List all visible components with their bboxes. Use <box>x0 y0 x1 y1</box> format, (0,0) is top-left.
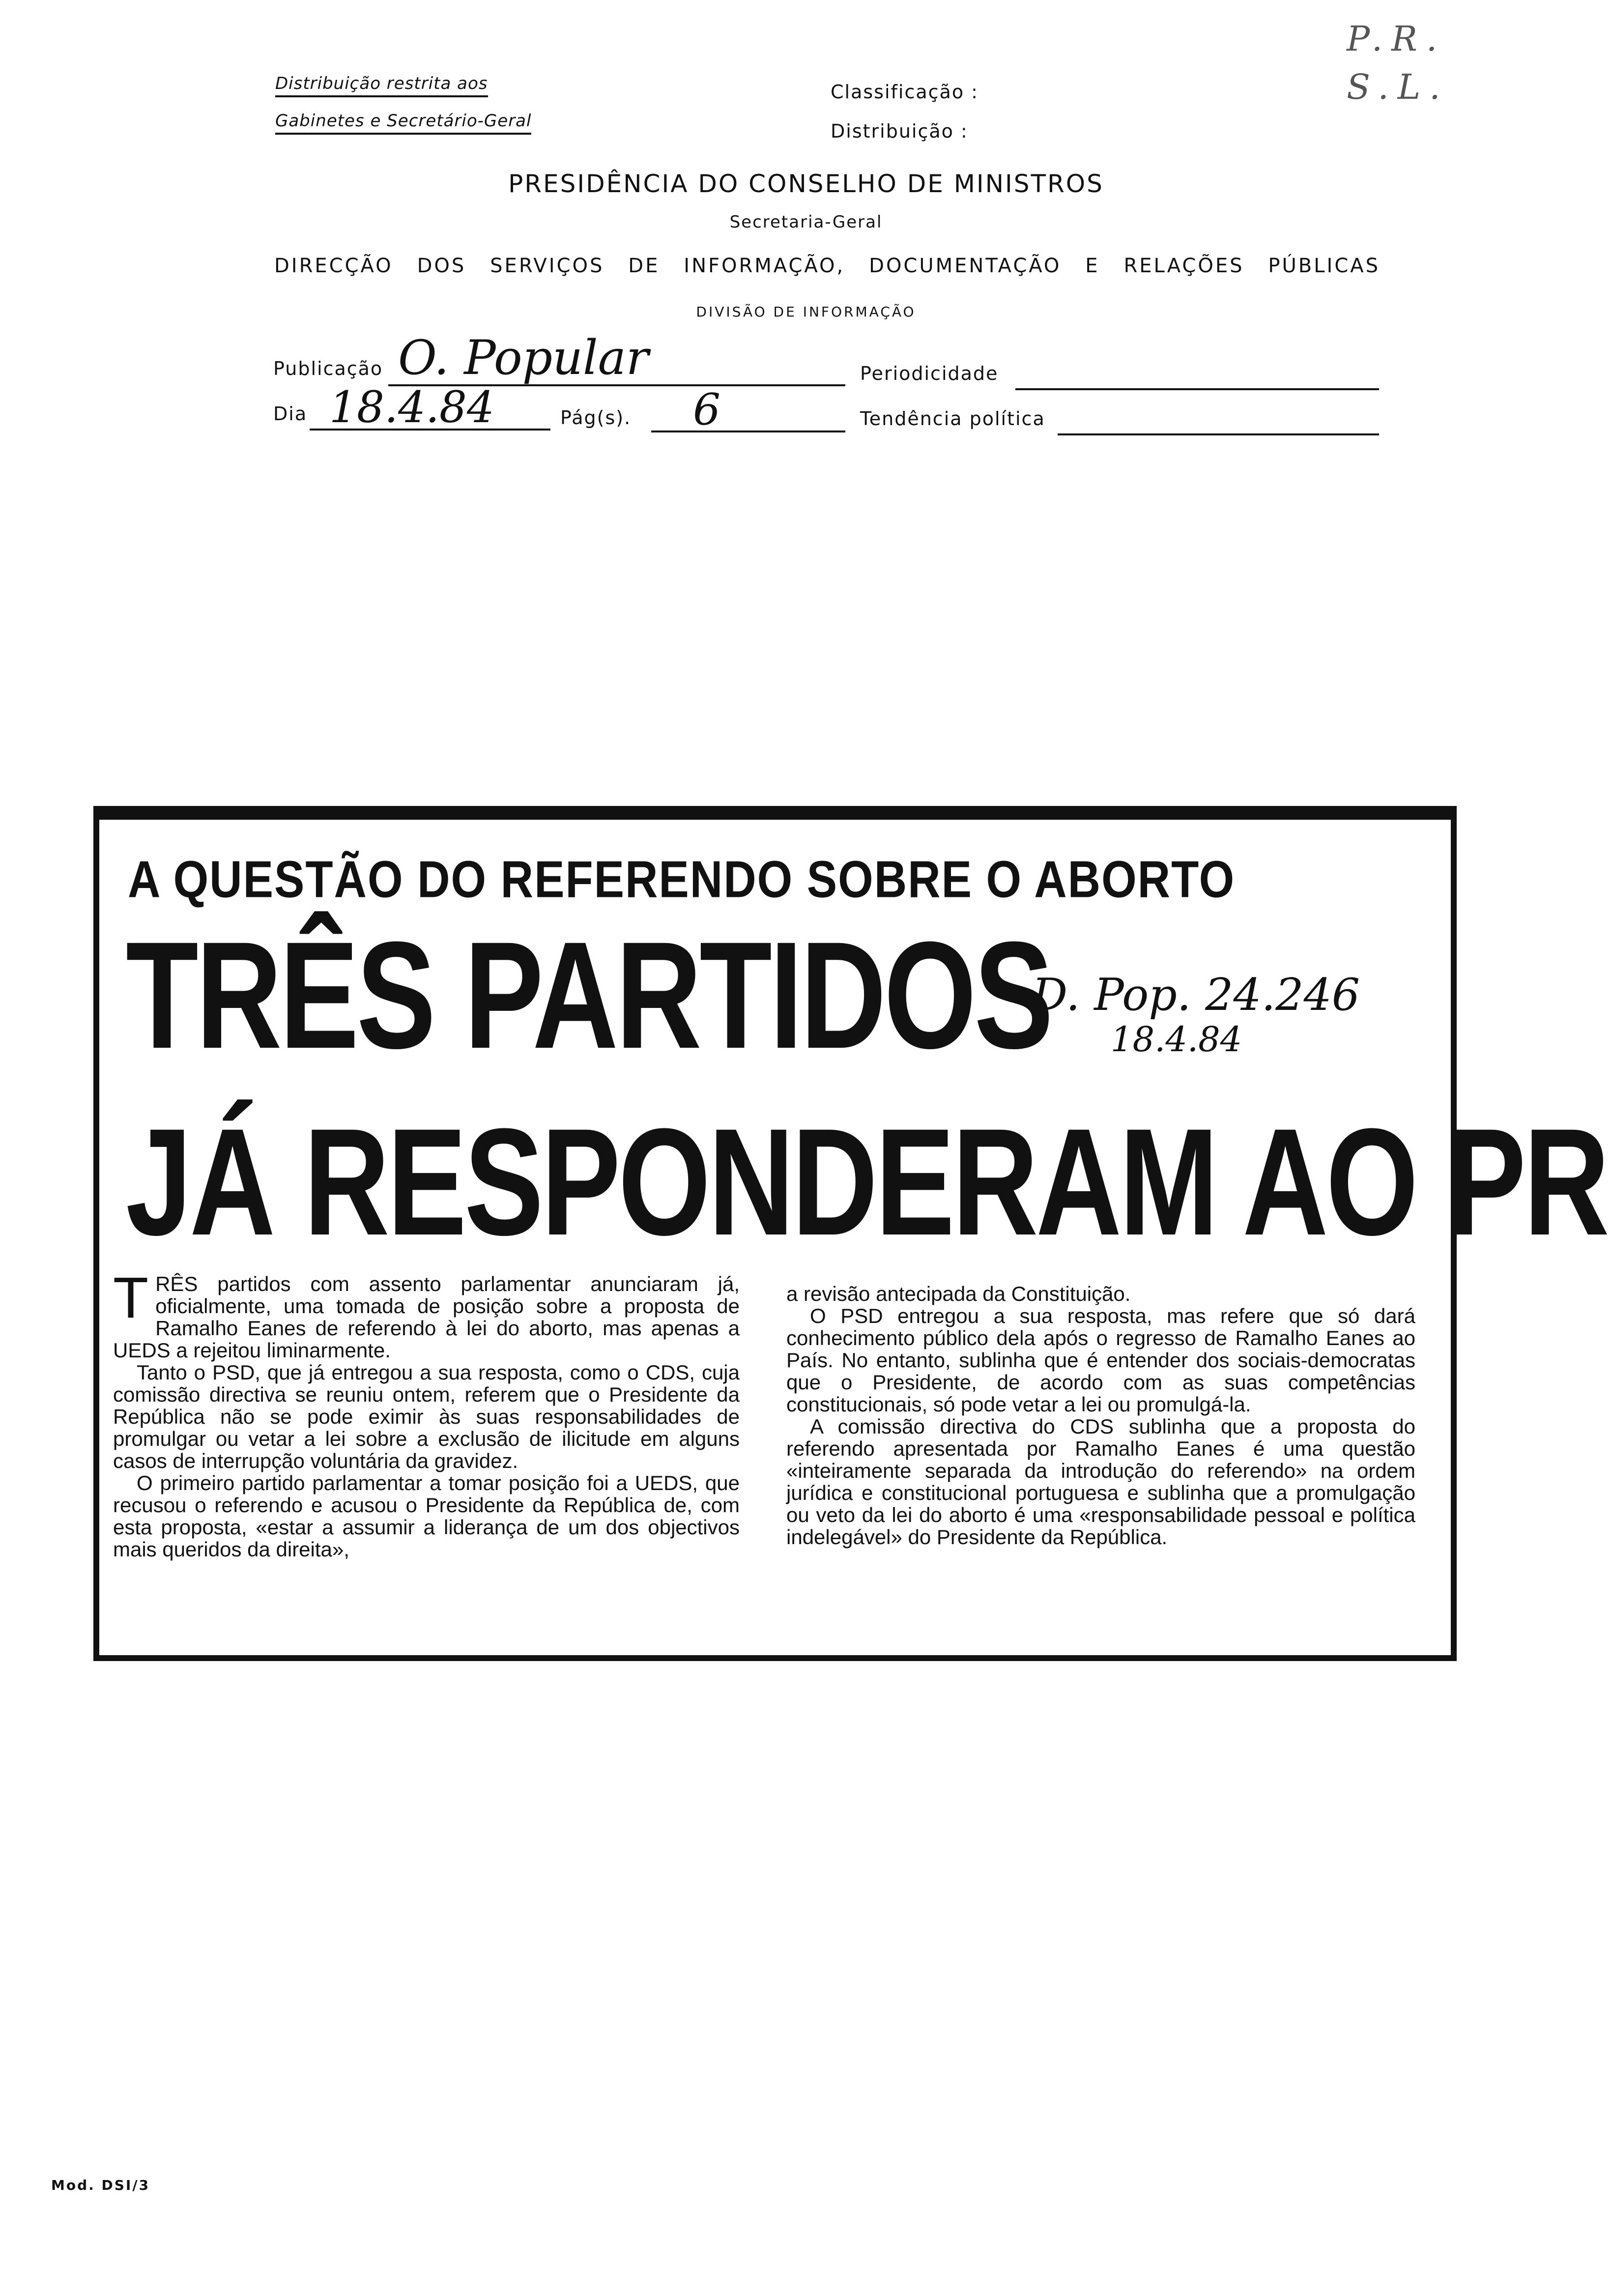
col1-paragraph-2: Tanto o PSD, que já entregou a sua resposta, como o CDS, cuja comissão directiva se reuniu ontem, referem que o Presidente da República não se pode eximir às suas responsabilidades de promulgar ou vetar a lei sobre a exclusão de ilicitude em alguns casos de interrupção voluntária da gravidez. <box>113 1361 740 1472</box>
periodicity-label: Periodicidade <box>860 363 999 384</box>
distribution-line-2: Gabinetes e Secretário-Geral <box>275 111 531 135</box>
annotation-reference: D. Pop. 24.246 <box>1032 969 1360 1021</box>
day-value: 18.4.84 <box>329 382 494 432</box>
annotation-date: 18.4.84 <box>1111 1019 1242 1060</box>
col2-paragraph-2: O PSD entregou a sua resposta, mas refere que só dará conhecimento público dela após o regresso de Ramalho Eanes ao País. No entanto, sublinha que é entender dos sociais-democratas que o Presidente, de acordo com as suas competências constitucionais, só pode vetar a lei ou promulgá-la. <box>786 1304 1415 1416</box>
col2-paragraph-1: a revisão antecipada da Constituição. <box>786 1282 1131 1305</box>
periodicity-line <box>1015 388 1379 390</box>
corner-handwritten-marks: P.R. S.L. <box>1347 19 1449 107</box>
day-label: Dia <box>273 403 308 425</box>
page-line <box>651 430 845 432</box>
distribution-label: Distribuição : <box>831 120 968 142</box>
org-subtitle: Secretaria-Geral <box>729 212 883 232</box>
direction-title: DIRECÇÃO DOS SERVIÇOS DE INFORMAÇÃO, DOCUMENTAÇÃO E RELAÇÕES PÚBLICAS <box>274 255 1380 277</box>
distribution-restriction <box>275 74 531 135</box>
article-column-2 <box>786 1283 1415 1548</box>
tendency-label: Tendência política <box>860 408 1045 430</box>
col1-paragraph-1: RÊS partidos com assento parlamentar anunciaram já, oficialmente, uma tomada de posição sobre a proposta de Ramalho Eanes de referendo à lei do aborto, mas apenas a UEDS a rejeitou liminarmente. <box>113 1272 740 1362</box>
org-title: PRESIDÊNCIA DO CONSELHO DE MINISTROS <box>508 170 1104 198</box>
publication-label: Publicação <box>273 358 383 379</box>
publication-value: O. Popular <box>398 330 649 385</box>
page-label: Pág(s). <box>560 407 632 429</box>
col1-paragraph-3: O primeiro partido parlamentar a tomar posição foi a UEDS, que recusou o referendo e acusou o Presidente da República de, com esta proposta, «estar a assumir a liderança de um dos objectivos mais queridos da direita», <box>113 1471 740 1561</box>
headline-line-2: JÁ RESPONDERAM AO PR <box>126 1096 1608 1267</box>
tendency-line <box>1058 433 1379 435</box>
col2-paragraph-3: A comissão directiva do CDS sublinha que a proposta do referendo apresentada por Ramalho Eanes é uma questão «inteiramente separada da introdução do referendo» na ordem jurídica e constitucional portuguesa e sublinha que a promulgação ou veto da lei do aborto é uma «responsabilidade pessoal e política indelegável» do Presidente da República. <box>786 1415 1415 1549</box>
division-title: DIVISÃO DE INFORMAÇÃO <box>696 304 916 320</box>
handwritten-annotation <box>1032 969 1360 1062</box>
drop-cap: T <box>113 1265 149 1330</box>
distribution-line-1: Distribuição restrita aos <box>275 74 488 97</box>
form-code: Mod. DSI/3 <box>51 2177 150 2193</box>
article-kicker: A QUESTÃO DO REFERENDO SOBRE O ABORTO <box>128 851 1236 909</box>
classification-label: Classificação : <box>831 81 979 103</box>
page-value: 6 <box>693 384 720 435</box>
article-column-1 <box>113 1265 740 1561</box>
headline-line-1: TRÊS PARTIDOS <box>126 910 1051 1080</box>
